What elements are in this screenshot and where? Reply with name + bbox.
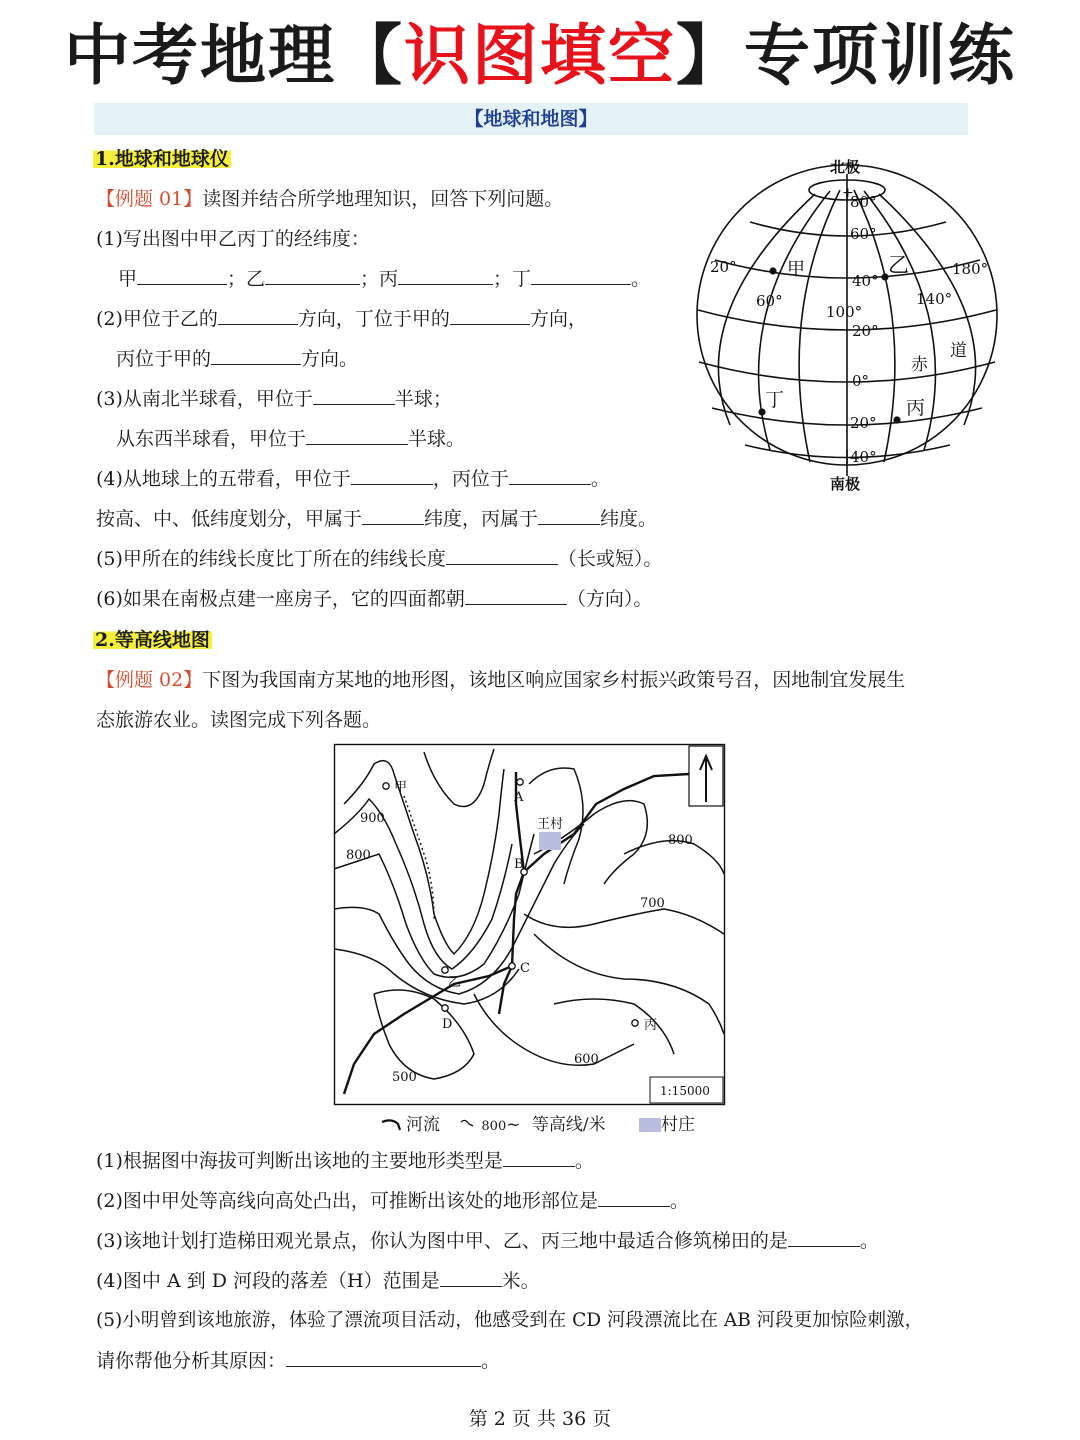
q4a-text1: (4)从地球上的五带看，甲位于 xyxy=(96,468,351,490)
q3b-text2: 半球。 xyxy=(408,428,466,450)
equator-label-dao: 道 xyxy=(950,341,967,361)
globe-diagram xyxy=(690,150,1010,500)
contour-label: 700 xyxy=(640,896,665,911)
point-bing xyxy=(893,416,900,423)
q5-text1: (5)甲所在的纬线长度比丁所在的纬线长度 xyxy=(96,548,446,570)
q1-label-bing: ；丙 xyxy=(360,268,399,290)
answer-blank[interactable] xyxy=(362,502,424,525)
example01-line xyxy=(96,179,563,219)
title-highlight: 识图填空 xyxy=(404,17,676,94)
legend-contour-tail: ~ xyxy=(506,1115,521,1135)
q4b-text1: 按高、中、低纬度划分，甲属于 xyxy=(96,508,363,530)
q4a-text3: 。 xyxy=(590,468,610,490)
answer-blank[interactable] xyxy=(788,1224,860,1247)
map-legend xyxy=(380,1110,695,1135)
answer-blank[interactable] xyxy=(286,1344,481,1367)
equator-label-chi: 赤 xyxy=(911,355,928,375)
lon-label: 180° xyxy=(952,260,989,278)
contour-label: 500 xyxy=(392,1070,417,1085)
q6-text2: （方向）。 xyxy=(566,588,653,610)
label-bing: 丙 xyxy=(644,1018,658,1033)
north-pole-plus: + xyxy=(842,185,854,201)
section1-heading-text: 1.地球和地球仪 xyxy=(95,148,229,170)
s2-q1-end: 。 xyxy=(574,1150,594,1172)
village-marker xyxy=(539,832,561,850)
point-D xyxy=(442,1005,448,1011)
lon-label: 140° xyxy=(916,290,953,308)
point-C xyxy=(509,963,515,969)
label-yi: 乙 xyxy=(448,975,462,990)
q4-line-a xyxy=(96,459,610,499)
contour-label: 600 xyxy=(574,1052,599,1067)
q1-label-ding: ；丁 xyxy=(493,268,532,290)
example01-text: 读图并结合所学地理知识，回答下列问题。 xyxy=(202,188,564,210)
answer-blank[interactable] xyxy=(450,302,530,325)
label-B: B xyxy=(514,857,524,872)
answer-blank[interactable] xyxy=(446,542,558,565)
point-jia xyxy=(769,267,776,274)
s2-q4-text: (4)图中 A 到 D 河段的落差（H）范围是 xyxy=(96,1270,440,1292)
scale-label: 1:15000 xyxy=(660,1084,710,1098)
page-title xyxy=(0,8,1080,104)
q2b-text1: 丙位于甲的 xyxy=(116,348,212,370)
answer-blank[interactable] xyxy=(509,462,591,485)
s2-q2-line xyxy=(96,1181,689,1221)
answer-blank-ding[interactable] xyxy=(531,262,631,285)
lat-label: 80° xyxy=(850,193,877,211)
q1-end: 。 xyxy=(631,268,651,290)
answer-blank[interactable] xyxy=(351,462,433,485)
answer-blank[interactable] xyxy=(503,1144,575,1167)
section-banner: 【地球和地图】 xyxy=(94,103,968,135)
q4b-text2: 纬度，丙属于 xyxy=(424,508,539,530)
lon-label: 100° xyxy=(826,303,863,321)
s2-q5-end: 。 xyxy=(481,1350,501,1372)
example02-text1: 下图为我国南方某地的地形图，该地区响应国家乡村振兴政策号召，因地制宜发展生 xyxy=(202,669,906,691)
legend-village: 村庄 xyxy=(661,1115,696,1135)
q4b-text3: 纬度。 xyxy=(600,508,658,530)
q1-label-yi: ；乙 xyxy=(227,268,266,290)
q2-line-a xyxy=(96,299,587,339)
q4-line-b xyxy=(96,499,657,539)
answer-blank[interactable] xyxy=(211,342,301,365)
answer-blank-bing[interactable] xyxy=(398,262,493,285)
answer-blank[interactable] xyxy=(440,1264,502,1287)
q2a-text3: 方向， xyxy=(529,308,587,330)
legend-contour-value: 800 xyxy=(481,1119,507,1134)
label-jia: 甲 xyxy=(394,780,408,795)
lat-label: 0° xyxy=(852,372,870,390)
answer-blank[interactable] xyxy=(306,422,408,445)
answer-blank[interactable] xyxy=(598,1184,670,1207)
lat-label: 40° xyxy=(852,272,879,290)
contour-label: 900 xyxy=(360,811,385,826)
example02-label: 【例题 02】 xyxy=(96,669,203,691)
title-right: 】专项训练 xyxy=(676,17,1016,94)
example02-line2: 态旅游农业。读图完成下列各题。 xyxy=(96,709,382,731)
lat-label: 60° xyxy=(850,225,877,243)
title-left: 中考地理【 xyxy=(64,17,404,94)
q2a-text2: 方向，丁位于甲的 xyxy=(297,308,450,330)
s2-q5-line-a: (5)小明曾到该地旅游，体验了漂流项目活动，他感受到在 CD 河段漂流比在 AB 河段更加惊险刺激， xyxy=(96,1310,924,1331)
label-C: C xyxy=(520,961,530,976)
s2-q1-line xyxy=(96,1141,594,1181)
section2-heading xyxy=(93,625,212,655)
q3b-text1: 从东西半球看，甲位于 xyxy=(116,428,307,450)
q1-answer-line xyxy=(118,259,650,299)
point-yi xyxy=(442,967,448,973)
s2-q2-end: 。 xyxy=(669,1190,689,1212)
s2-q3-line xyxy=(96,1221,879,1261)
north-pole-label: 北极 xyxy=(830,158,861,176)
contour-label: 800 xyxy=(668,833,693,848)
s2-q5-line-b xyxy=(96,1341,500,1381)
lat-label: 40° xyxy=(850,448,877,466)
answer-blank-jia[interactable] xyxy=(137,262,227,285)
q2b-text2: 方向。 xyxy=(301,348,359,370)
village-legend-icon xyxy=(639,1118,661,1132)
answer-blank[interactable] xyxy=(313,382,395,405)
contour-map xyxy=(334,744,726,1106)
s2-q3-end: 。 xyxy=(859,1230,879,1252)
point-jia xyxy=(383,783,389,789)
label-village: 王村 xyxy=(537,817,564,832)
answer-blank[interactable] xyxy=(465,582,567,605)
q1-line: (1)写出图中甲乙丙丁的经纬度： xyxy=(96,228,370,250)
answer-blank[interactable] xyxy=(538,502,600,525)
meridian xyxy=(799,190,840,462)
contour-label: 800 xyxy=(346,848,371,863)
q5-text2: （长或短）。 xyxy=(557,548,663,570)
contour-legend-icon xyxy=(459,1116,481,1132)
s2-q5-text: 请你帮他分析其原因： xyxy=(96,1350,287,1372)
river-legend-icon xyxy=(380,1116,406,1132)
example01-label: 【例题 01】 xyxy=(96,188,203,210)
s2-q3-text: (3)该地计划打造梯田观光景点，你认为图中甲、乙、丙三地中最适合修筑梯田的是 xyxy=(96,1230,788,1252)
section2-heading-text: 2.等高线地图 xyxy=(95,629,210,651)
south-pole-label: 南极 xyxy=(830,475,861,493)
s2-q1-text: (1)根据图中海拔可判断出该地的主要地形类型是 xyxy=(96,1150,503,1172)
q3-line-a xyxy=(96,379,452,419)
s2-q2-text: (2)图中甲处等高线向高处凸出，可推断出该处的地形部位是 xyxy=(96,1190,598,1212)
lat-label: 20° xyxy=(850,414,877,432)
point-A xyxy=(517,779,523,785)
lat-label: 20° xyxy=(852,322,879,340)
meridian xyxy=(759,191,830,450)
q5-line xyxy=(96,539,662,579)
legend-river: 河流 xyxy=(406,1115,440,1135)
point-bing xyxy=(632,1020,638,1026)
example02-line1 xyxy=(96,660,905,700)
legend-contour: 等高线/米 xyxy=(531,1115,606,1135)
q3a-text1: (3)从南北半球看，甲位于 xyxy=(96,388,313,410)
label-D: D xyxy=(442,1017,453,1032)
q6-line xyxy=(96,579,652,619)
label-jia: 甲 xyxy=(787,259,805,280)
answer-blank[interactable] xyxy=(218,302,298,325)
q3-line-b xyxy=(116,419,465,459)
s2-q4-end: 米。 xyxy=(501,1270,540,1292)
label-bing: 丙 xyxy=(906,397,926,419)
label-A: A xyxy=(514,790,524,805)
page-footer: 第 2 页 共 36 页 xyxy=(468,1408,612,1430)
answer-blank-yi[interactable] xyxy=(265,262,360,285)
lon-label: 20° xyxy=(710,258,737,276)
q2a-text1: (2)甲位于乙的 xyxy=(96,308,218,330)
lon-label: 60° xyxy=(756,292,783,310)
section1-heading xyxy=(93,144,231,174)
q4a-text2: ，丙位于 xyxy=(432,468,509,490)
q1-label-jia: 甲 xyxy=(118,268,138,290)
q2-line-b xyxy=(116,339,358,379)
s2-q4-line xyxy=(96,1261,540,1301)
label-ding: 丁 xyxy=(765,389,785,411)
q6-text1: (6)如果在南极点建一座房子，它的四面都朝 xyxy=(96,588,465,610)
label-yi: 乙 xyxy=(888,253,909,277)
q3a-text2: 半球； xyxy=(394,388,452,410)
